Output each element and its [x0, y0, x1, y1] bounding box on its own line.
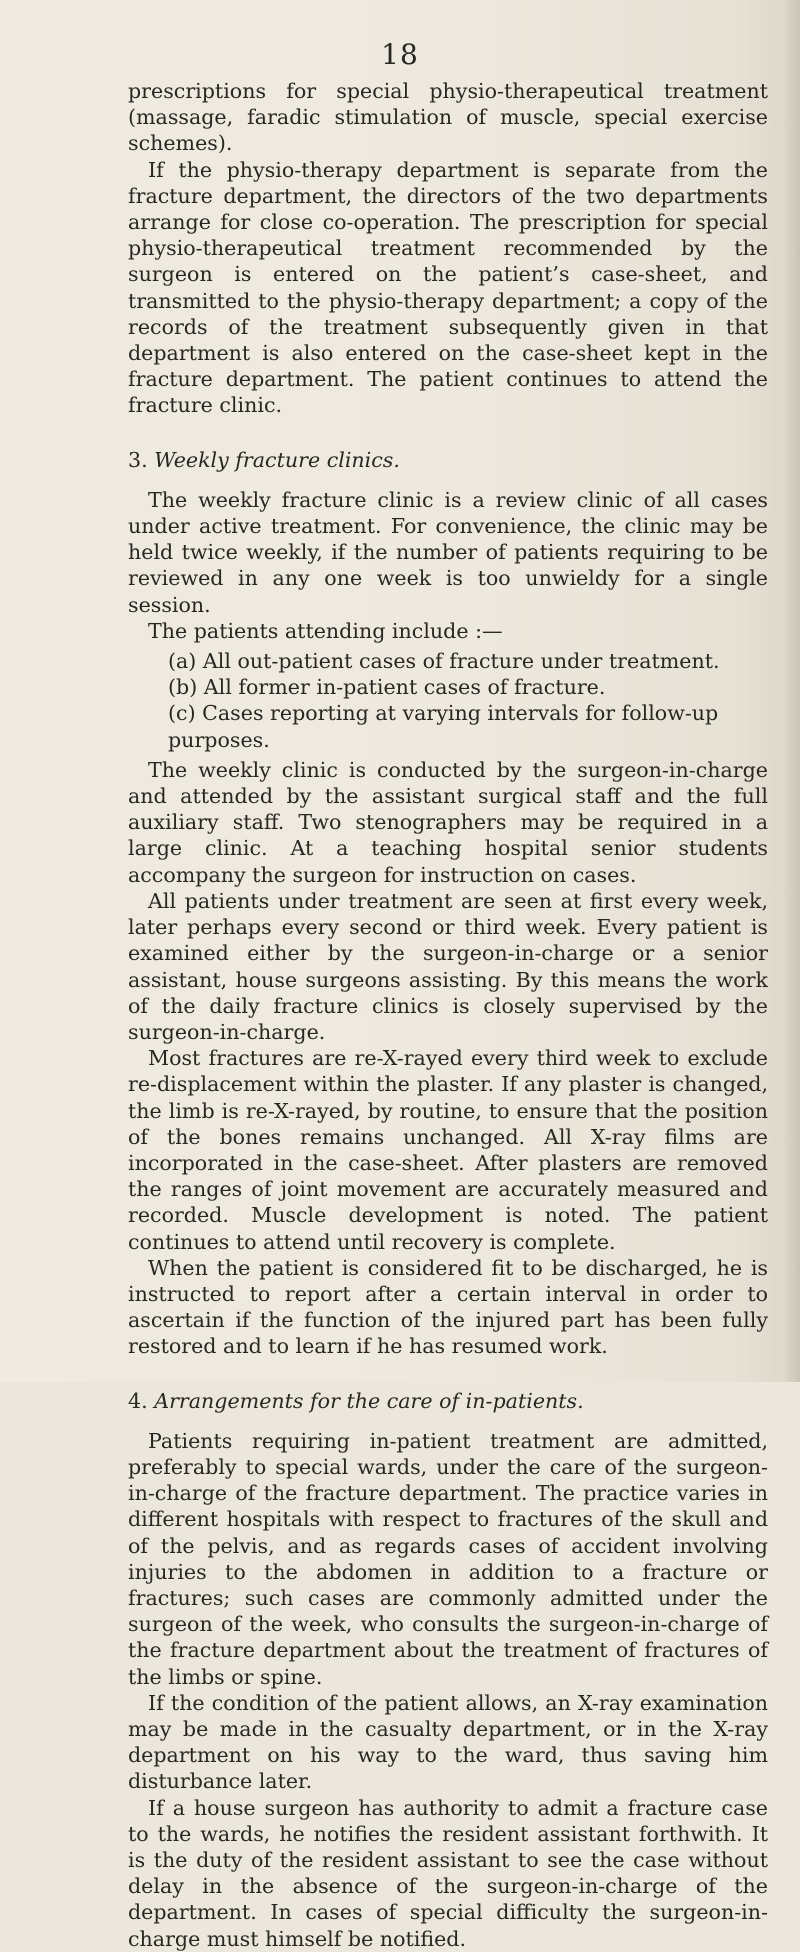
list-item: (a) All out-patient cases of fracture under treatment.	[168, 649, 720, 674]
section-heading-in-patients	[128, 1388, 768, 1414]
paragraph-house-surgeon: If a house surgeon has authority to admit a fracture case to the wards, he notifies the resident assistant forthwith. It is the duty of the resident assistant to see the case without delay in the absence of the surgeon-in-charge of the department. In cases of special difficulty the surgeon-in-charge must himself be notified.	[128, 1795, 768, 1951]
page-number: 18	[381, 38, 419, 71]
section-number: 4.	[128, 1388, 148, 1413]
list-item: (c) Cases reporting at varying intervals for follow-up purposes.	[168, 701, 719, 752]
section-number: 3.	[128, 447, 148, 472]
section-heading-weekly-clinics	[128, 447, 768, 473]
paragraph-x-ray-routine: Most fractures are re-X-rayed every third week to exclude re-displacement within the plaster. If any plaster is changed, the limb is re-X-rayed, by routine, to ensure that the position of the bones remains unchanged. All X-ray films are incorporated in the case-sheet. After plasters are removed the ranges of joint movement are accurately measured and recorded. Muscle development is noted. The patient continues to attend until recovery is complete.	[128, 1046, 768, 1254]
section-title: Weekly fracture clinics.	[154, 447, 400, 472]
paragraph-physio-department: If the physio-therapy department is separate from the fracture department, the directors of the two departments arrange for close co-operation. The prescription for special physio-therapeutical treatment recommended by the surgeon is entered on the patient’s case-sheet, and transmitted to the physio-therapy department; a copy of the records of the treatment subsequently given in that department is also entered on the case-sheet kept in the fracture department. The patient continues to attend the fracture clinic.	[128, 157, 768, 418]
paragraph-review-frequency: All patients under treatment are seen at first every week, later perhaps every second or third week. Every patient is examined either by the surgeon-in-charge or a senior assistant, house surgeons assisting. By this means the work of the daily fracture clinics is closely supervised by the surgeon-in-charge.	[128, 888, 768, 1044]
paragraph-x-ray-casualty: If the condition of the patient allows, an X-ray examination may be made in the casualty department, or in the X-ray department on his way to the ward, thus saving him disturbance later.	[128, 1690, 768, 1794]
paragraph-list-intro: The patients attending include :—	[148, 618, 503, 643]
paragraph-discharge: When the patient is considered fit to be discharged, he is instructed to report after a certain interval in order to ascertain if the function of the injured part has been fully restored and to learn if he has resumed work.	[128, 1255, 768, 1359]
page-body	[128, 78, 768, 1952]
paragraph-continuation: prescriptions for special physio-therapeutical treatment (massage, faradic stimulation of muscle, special exercise schemes).	[128, 79, 768, 156]
page-edge-shadow	[784, 0, 800, 1382]
paragraph-weekly-clinic-intro: The weekly fracture clinic is a review clinic of all cases under active treatment. For convenience, the clinic may be held twice weekly, if the number of patients requiring to be reviewed in any one week is too unwieldy for a single session.	[128, 487, 768, 617]
section-title: Arrangements for the care of in-patients.	[154, 1388, 584, 1413]
list-item: (b) All former in-patient cases of fracture.	[168, 675, 606, 700]
attending-patients-list	[128, 648, 768, 753]
paragraph-clinic-staff: The weekly clinic is conducted by the surgeon-in-charge and attended by the assistant surgical staff and the full auxiliary staff. Two stenographers may be required in a large clinic. At a teaching hospital senior students accompany the surgeon for instruction on cases.	[128, 757, 768, 887]
paragraph-admission: Patients requiring in-patient treatment are admitted, preferably to special wards, under the care of the surgeon-in-charge of the fracture department. The practice varies in different hospitals with respect to fractures of the skull and of the pelvis, and as regards cases of accident involving injuries to the abdomen in addition to a fracture or fractures; such cases are commonly admitted under the surgeon of the week, who consults the surgeon-in-charge of the fracture department about the treatment of fractures of the limbs or spine.	[128, 1428, 768, 1689]
